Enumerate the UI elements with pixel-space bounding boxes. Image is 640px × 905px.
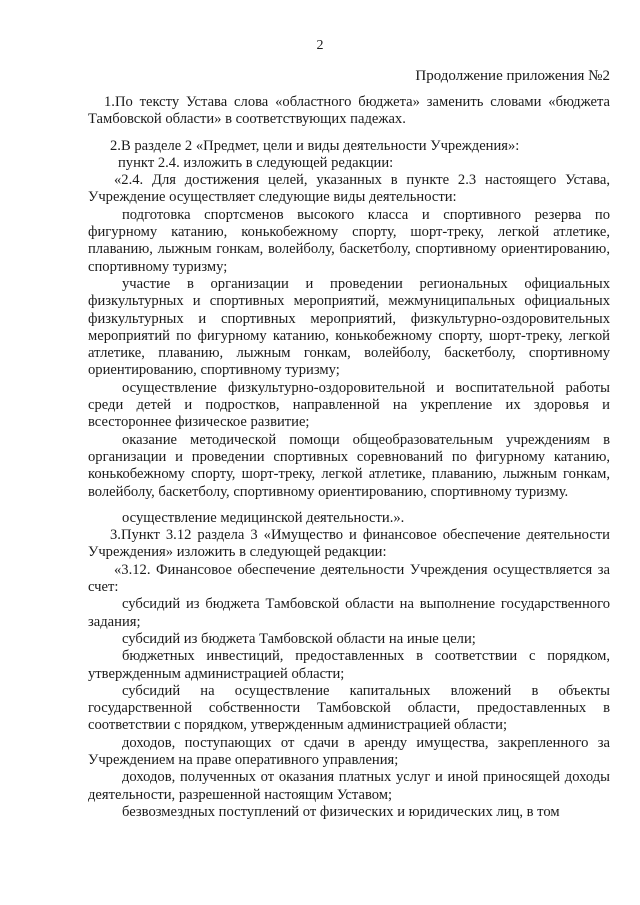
paragraph-clause-2-4: «2.4. Для достижения целей, указанных в пункте 2.3 настоящего Устава, Учреждение осуществляет следующие виды деятельности:	[88, 172, 610, 206]
paragraph-activity-upbringing: осуществление физкультурно-оздоровительной и воспитательной работы среди детей и подростков, направленной на укрепление их здоровья и всестороннее физическое развитие;	[88, 379, 610, 431]
appendix-continuation-heading: Продолжение приложения №2	[415, 68, 610, 84]
document-body	[88, 94, 610, 821]
paragraph-activity-events: участие в организации и проведении региональных официальных физкультурных и спортивных мероприятий, межмуниципальных официальных физкультурных и спортивных мероприятий, физкультурно-оздоровительных мероприятий по фигурному катанию, конькобежному спорту, шорт-треку, легкой атлетике, плаванию, лыжным гонкам, волейболу, баскетболу, спортивному ориентированию, спортивному туризму;	[88, 275, 610, 379]
paragraph-activity-training: подготовка спортсменов высокого класса и спортивного резерва по фигурному катанию, конькобежному спорту, шорт-треку, легкой атлетике, плаванию, лыжным гонкам, волейболу, баскетболу, спортивному ориентированию, спортивному туризму;	[88, 206, 610, 275]
paragraph-funding-other-purposes: субсидий из бюджета Тамбовской области на иные цели;	[122, 630, 476, 647]
paragraph-funding-capital: субсидий на осуществление капитальных вложений в объекты государственной собственности Тамбовской области, предоставленных в соответствии с порядком, утвержденным администрацией области;	[88, 682, 610, 734]
paragraph-item-3: 3.Пункт 3.12 раздела 3 «Имущество и финансовое обеспечение деятельности Учреждения» изложить в следующей редакции:	[88, 527, 610, 561]
paragraph-funding-rent: доходов, поступающих от сдачи в аренду имущества, закрепленного за Учреждением на праве оперативного управления;	[88, 734, 610, 768]
paragraph-subitem-2-4: пункт 2.4. изложить в следующей редакции:	[118, 154, 394, 171]
page-number: 2	[316, 38, 324, 53]
paragraph-funding-donations: безвозмездных поступлений от физических и юридических лиц, в том	[122, 803, 560, 820]
paragraph-activity-medical: осуществление медицинской деятельности.».	[122, 509, 405, 526]
paragraph-funding-investments: бюджетных инвестиций, предоставленных в соответствии с порядком, утвержденным администрацией области;	[88, 648, 610, 682]
paragraph-funding-paid-services: доходов, полученных от оказания платных услуг и иной приносящей доходы деятельности, разрешенной настоящим Уставом;	[88, 769, 610, 803]
paragraph-clause-3-12: «3.12. Финансовое обеспечение деятельности Учреждения осуществляется за счет:	[88, 561, 610, 596]
paragraph-item-1: 1.По тексту Устава слова «областного бюджета» заменить словами «бюджета Тамбовской области» в соответствующих падежах.	[88, 94, 610, 128]
paragraph-item-2: 2.В разделе 2 «Предмет, цели и виды деятельности Учреждения»:	[110, 137, 520, 154]
paragraph-activity-methodology: оказание методической помощи общеобразовательным учреждениям в организации и проведении спортивных соревнований по фигурному катанию, конькобежному спорту, шорт-треку, легкой атлетике, плаванию, лыжным гонкам, волейболу, баскетболу, спортивному ориентированию, спортивному туризму.	[88, 431, 610, 500]
paragraph-funding-state-task: субсидий из бюджета Тамбовской области на выполнение государственного задания;	[88, 596, 610, 630]
